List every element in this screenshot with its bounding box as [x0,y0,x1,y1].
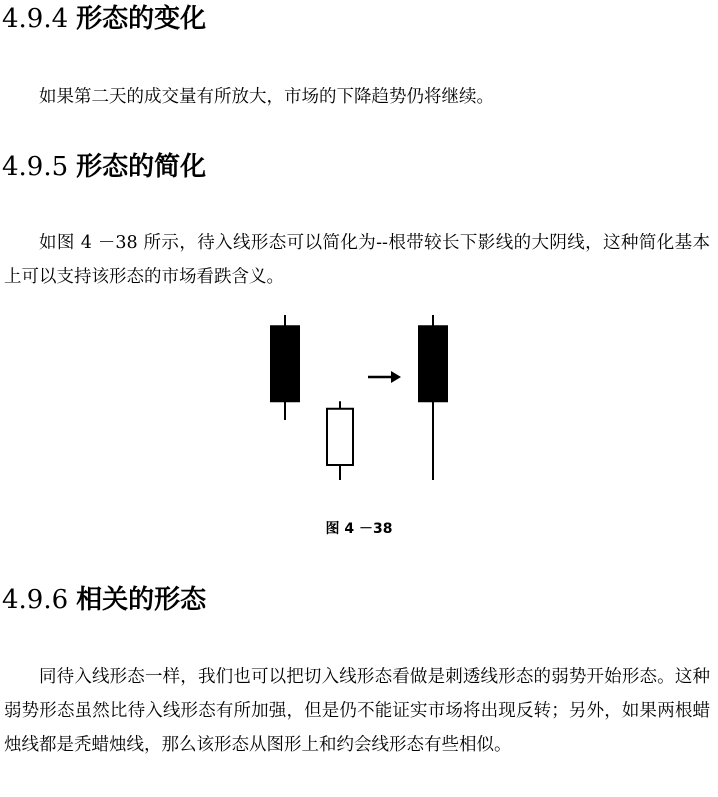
section-paragraph: 如图 4 －38 所示，待入线形态可以简化为--根带较长下影线的大阴线，这种简化基本上可以支持该形态的市场看跌含义。 [4,233,710,287]
section-heading-494 [2,4,206,34]
combined-black-body [419,326,447,401]
day2-white-body [327,409,353,465]
section-number: 4.9.6 [2,585,69,615]
section-paragraph: 如果第二天的成交量有所放大，市场的下降趋势仍将继续。 [39,87,494,107]
figure-caption: 图 4 －38 [325,521,393,537]
candlestick-figure [255,310,465,490]
section-heading-495 [2,152,206,182]
arrow-icon [391,371,401,383]
section-number: 4.9.5 [2,152,69,182]
candlestick-diagram [255,310,465,490]
section-title: 形态的变化 [76,4,207,34]
section-title: 形态的简化 [76,152,207,182]
section-heading-496 [2,585,206,615]
section-title: 相关的形态 [76,585,207,615]
section-number: 4.9.4 [2,4,69,34]
section-paragraph: 同待入线形态一样，我们也可以把切入线形态看做是刺透线形态的弱势开始形态。这种弱势形态虽然比待入线形态有所加强，但是仍不能证实市场将出现反转；另外，如果两根蜡烛线都是秃蜡烛线，那么该形态从图形上和约会线形态有些相似。 [4,667,710,755]
day1-black-body [271,326,299,401]
